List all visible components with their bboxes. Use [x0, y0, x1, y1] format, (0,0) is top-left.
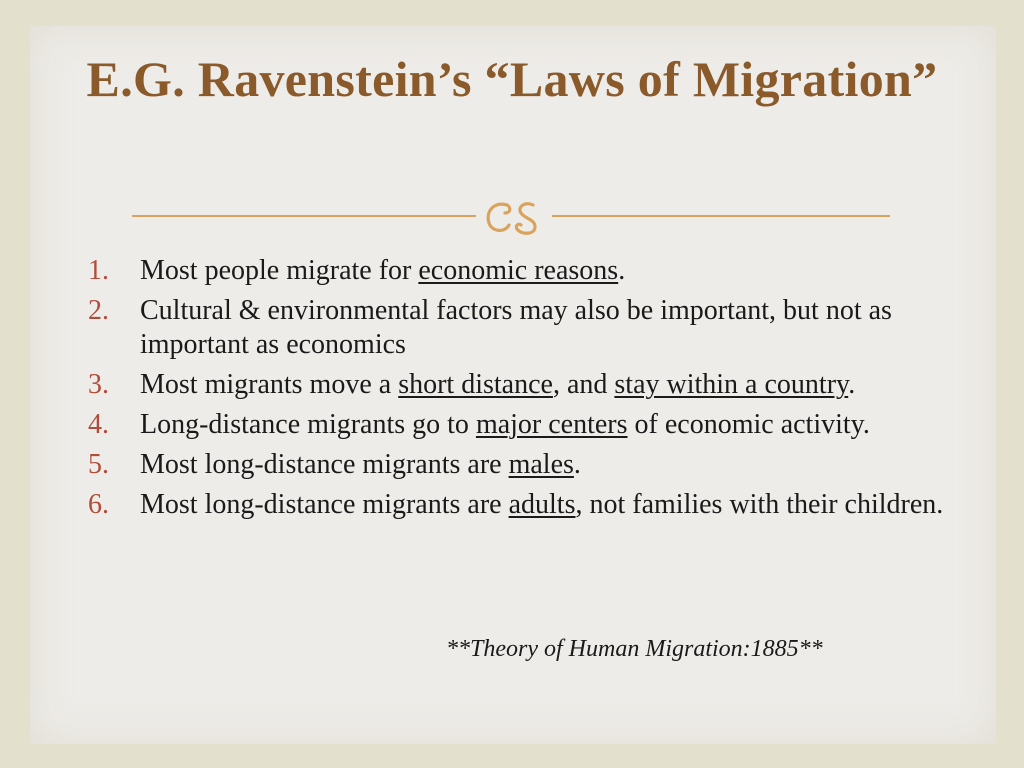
- law-text: Most people migrate for economic reasons.: [140, 255, 626, 286]
- list-item: [88, 408, 948, 442]
- list-number: 3.: [88, 369, 109, 400]
- underlined-term: major centers: [475, 409, 628, 440]
- list-item: [88, 488, 948, 522]
- slide-title: E.G. Ravenstein’s “Laws of Migration”: [86, 51, 938, 107]
- law-text: Cultural & environmental factors may also be important, but not as important as economics: [140, 295, 892, 360]
- underlined-term: short distance: [398, 369, 553, 400]
- list-item: [88, 368, 948, 402]
- law-text: Most long-distance migrants are adults, not families with their children.: [140, 489, 944, 520]
- list-item: [88, 294, 948, 362]
- list-number: 5.: [88, 449, 109, 480]
- laws-list: [88, 254, 948, 528]
- title-divider: [132, 197, 890, 237]
- cs-flourish-icon: [477, 197, 551, 237]
- list-number: 6.: [88, 489, 109, 520]
- divider-line-right: [552, 215, 890, 217]
- divider-line-left: [132, 215, 476, 217]
- underlined-term: economic reasons: [418, 255, 619, 286]
- list-number: 2.: [88, 295, 109, 326]
- list-item: [88, 254, 948, 288]
- law-text: Most migrants move a short distance, and stay within a country.: [140, 369, 856, 400]
- list-item: [88, 448, 948, 482]
- law-text: Long-distance migrants go to major centers of economic activity.: [140, 409, 870, 440]
- law-text: Most long-distance migrants are males.: [140, 449, 581, 480]
- underlined-term: males: [508, 449, 574, 480]
- list-number: 4.: [88, 409, 109, 440]
- source-footnote: **Theory of Human Migration:1885**: [446, 636, 823, 662]
- list-number: 1.: [88, 255, 109, 286]
- underlined-term: adults: [508, 489, 576, 520]
- underlined-term: stay within a country: [614, 369, 849, 400]
